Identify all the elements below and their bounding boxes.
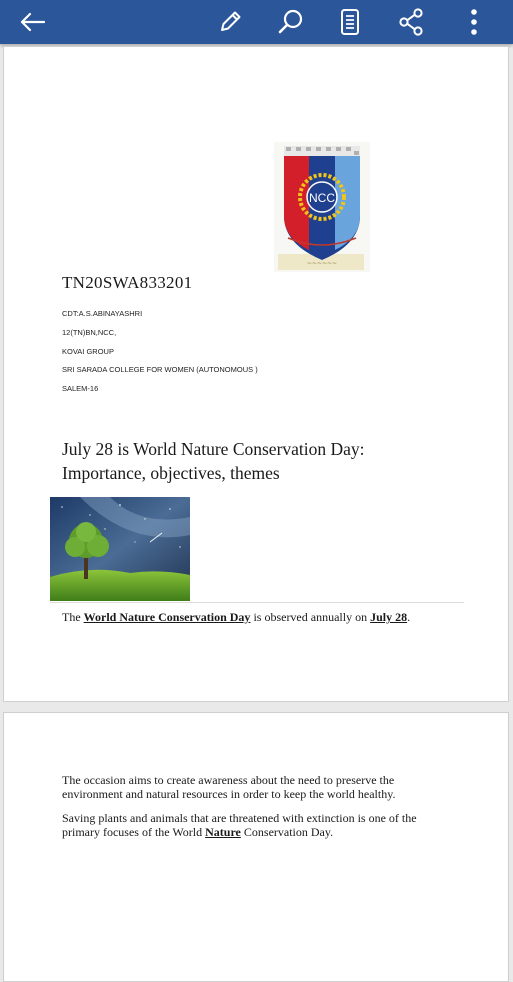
search-icon [276, 8, 304, 36]
battalion: 12(TN)BN,NCC, [62, 328, 117, 337]
share-icon [398, 8, 426, 36]
edit-button[interactable] [210, 0, 250, 44]
heading-line-2: Importance, objectives, themes [62, 463, 280, 483]
paragraph-awareness: The occasion aims to create awareness about the need to preserve the environment and natural resources in order to keep the world healthy. [62, 773, 396, 801]
location: SALEM-16 [62, 384, 99, 393]
ncc-logo [274, 142, 370, 272]
document-page-1 [3, 46, 509, 702]
nature-link[interactable]: Nature [205, 825, 241, 839]
july-28-link[interactable]: July 28 [370, 610, 408, 624]
tree-night-sky-image [50, 497, 190, 601]
search-button[interactable] [270, 0, 310, 44]
paragraph-saving-species [62, 811, 452, 839]
cadet-name: CDT:A.S.ABINAYASHRI [62, 309, 143, 318]
college: SRI SARADA COLLEGE FOR WOMEN (AUTONOMOUS ) [62, 365, 258, 374]
app-toolbar [0, 0, 513, 44]
heading-line-1: July 28 is World Nature Conservation Day: [62, 439, 365, 459]
reading-view-button[interactable] [330, 0, 370, 44]
share-button[interactable] [392, 0, 432, 44]
sentence-text-middle: is observed annually on [250, 610, 371, 624]
observance-sentence [62, 610, 410, 625]
para2-text-end: Conservation Day. [240, 825, 334, 839]
para2-text-start: Saving plants and animals that are threatened with extinction is one of the primary focuses of the World [62, 811, 417, 839]
pencil-icon [217, 9, 243, 35]
article-heading [62, 437, 462, 485]
more-options-button[interactable] [458, 0, 490, 44]
sentence-text-start: The [62, 610, 84, 624]
svg-text:~~~~~~: ~~~~~~ [306, 260, 338, 267]
registration-number: TN20SWA833201 [62, 273, 193, 292]
world-nature-conservation-day-link[interactable]: World Nature Conservation Day [83, 610, 251, 624]
back-button[interactable] [10, 0, 54, 44]
document-page-2 [3, 712, 509, 982]
mobile-view-icon [340, 8, 360, 36]
back-arrow-icon [19, 12, 45, 32]
divider [50, 602, 464, 603]
more-vertical-icon [470, 9, 478, 35]
logo-text: NCC [309, 191, 335, 205]
sentence-text-end: . [407, 610, 411, 624]
group: KOVAI GROUP [62, 347, 114, 356]
